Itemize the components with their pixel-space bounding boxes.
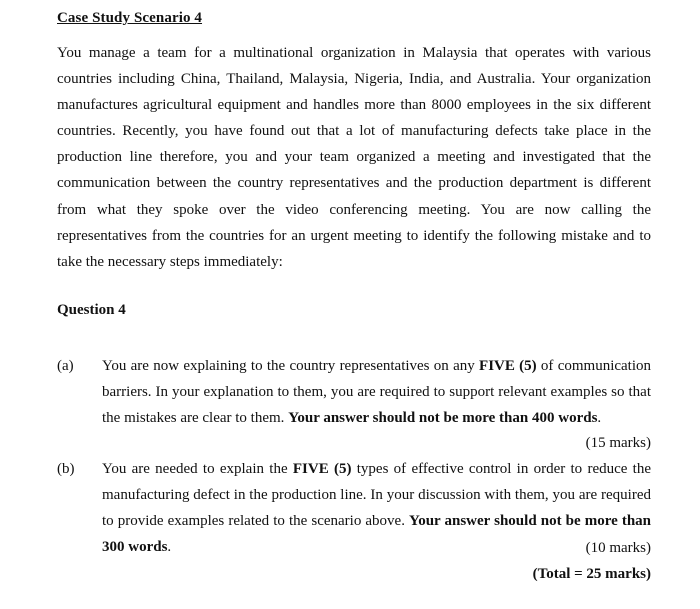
item-text xyxy=(102,353,651,431)
scenario-heading: Case Study Scenario 4 xyxy=(57,10,203,26)
item-text-part: . xyxy=(167,539,172,556)
item-text-part: You are now explaining to the country representatives on any xyxy=(102,358,480,374)
item-text-part: . xyxy=(597,410,602,427)
total-marks: (Total = 25 marks) xyxy=(532,566,651,582)
question-title: Question 4 xyxy=(57,302,126,318)
item-word-limit: Your answer should not be more than 300 words xyxy=(102,513,651,556)
item-label: (b) xyxy=(57,461,75,477)
marks-a: (15 marks) xyxy=(585,435,651,451)
item-word-limit: Your answer should not be more than 400 words xyxy=(288,410,598,427)
item-bold-count: FIVE (5) xyxy=(479,358,537,374)
item-label: (a) xyxy=(57,358,74,374)
scenario-paragraph: You manage a team for a multinational organization in Malaysia that operates with various countries including China, Thailand, Malaysia, Nigeria, India, and Australia. Your organization manufactures agricultural equipment and handles more than 8000 employees in the six different countries. Recently, you have found out that a lot of manufacturing defects take place in the production line therefore, you and your team organized a meeting and investigated that the communication between the country representatives and the production department is different from what they spoke over the video conferencing meeting. You are now calling the representatives from the countries for an urgent meeting to identify the following mistake and to take the necessary steps immediately: xyxy=(57,45,651,270)
item-bold-count: FIVE (5) xyxy=(292,461,352,477)
item-text-part: of communication barriers. In your explanation to them, you are required to support relevant examples so that the mistakes are clear to them. xyxy=(102,358,652,427)
item-text xyxy=(102,456,651,560)
marks-b: (10 marks) xyxy=(585,540,651,556)
item-text-part: You are needed to explain the xyxy=(102,461,293,477)
item-text-part: types of effective control in order to reduce the manufacturing defect in the production line. In your discussion with them, you are required to provide examples related to the scenario above. xyxy=(102,461,652,530)
